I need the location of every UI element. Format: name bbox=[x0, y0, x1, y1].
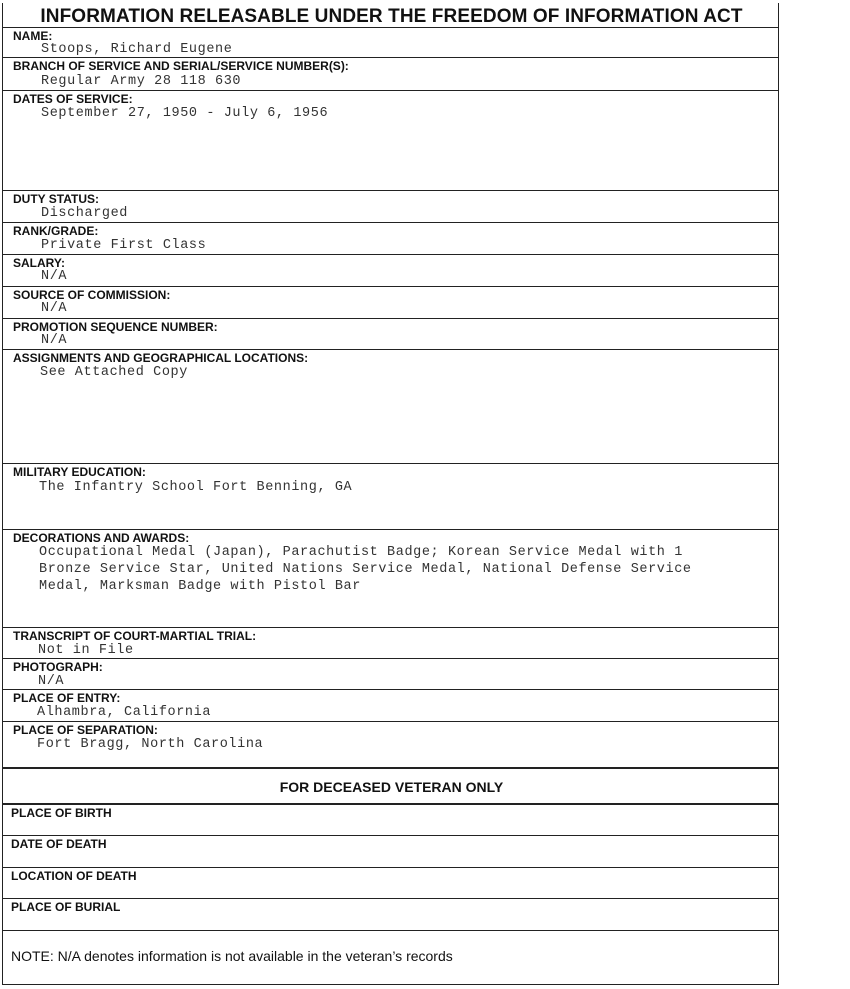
field-date-of-death bbox=[3, 835, 778, 868]
field-place-of-entry bbox=[3, 689, 778, 722]
rank-value: Private First Class bbox=[41, 238, 207, 253]
commission-value: N/A bbox=[41, 301, 68, 316]
assignments-label: ASSIGNMENTS AND GEOGRAPHICAL LOCATIONS: bbox=[13, 351, 309, 365]
place-of-separation-label: PLACE OF SEPARATION: bbox=[13, 723, 158, 737]
field-branch bbox=[3, 57, 778, 90]
field-photograph bbox=[3, 658, 778, 690]
decorations-label: DECORATIONS AND AWARDS: bbox=[13, 531, 190, 545]
field-court-martial bbox=[3, 627, 778, 659]
duty-status-value: Discharged bbox=[41, 206, 129, 221]
field-promotion bbox=[3, 318, 778, 350]
branch-label: BRANCH OF SERVICE AND SERIAL/SERVICE NUMBER(S): bbox=[13, 59, 349, 73]
court-martial-label: TRANSCRIPT OF COURT-MARTIAL TRIAL: bbox=[13, 629, 257, 643]
court-martial-value: Not in File bbox=[38, 643, 134, 658]
field-decorations bbox=[3, 529, 778, 628]
field-dates bbox=[3, 90, 778, 191]
assignments-value: See Attached Copy bbox=[40, 365, 188, 380]
dates-value: September 27, 1950 - July 6, 1956 bbox=[41, 106, 329, 121]
salary-label: SALARY: bbox=[13, 256, 65, 270]
place-of-birth-label: PLACE OF BIRTH bbox=[11, 806, 112, 820]
place-of-burial-label: PLACE OF BURIAL bbox=[11, 900, 121, 914]
field-place-of-burial bbox=[3, 898, 778, 931]
education-value: The Infantry School Fort Benning, GA bbox=[39, 480, 353, 495]
photograph-label: PHOTOGRAPH: bbox=[13, 660, 103, 674]
field-assignments bbox=[3, 349, 778, 464]
note-text: NOTE: N/A denotes information is not available in the veteran’s records bbox=[11, 948, 453, 964]
place-of-entry-value: Alhambra, California bbox=[37, 705, 212, 720]
field-duty-status bbox=[3, 190, 778, 222]
field-place-of-birth bbox=[3, 803, 778, 837]
field-education bbox=[3, 463, 778, 530]
commission-label: SOURCE OF COMMISSION: bbox=[13, 288, 171, 302]
date-of-death-label: DATE OF DEATH bbox=[11, 837, 107, 851]
field-rank bbox=[3, 222, 778, 254]
decorations-line-3: Medal, Marksman Badge with Pistol Bar bbox=[39, 579, 361, 594]
location-of-death-label: LOCATION OF DEATH bbox=[11, 869, 137, 883]
note-section bbox=[3, 930, 778, 986]
photograph-value: N/A bbox=[38, 674, 65, 689]
deceased-heading: FOR DECEASED VETERAN ONLY bbox=[279, 779, 504, 795]
dates-label: DATES OF SERVICE: bbox=[13, 92, 133, 106]
place-of-separation-value: Fort Bragg, North Carolina bbox=[37, 737, 264, 752]
rank-label: RANK/GRADE: bbox=[13, 224, 99, 238]
deceased-section-header bbox=[3, 767, 778, 805]
field-commission bbox=[3, 286, 778, 318]
field-location-of-death bbox=[3, 867, 778, 900]
place-of-entry-label: PLACE OF ENTRY: bbox=[13, 691, 121, 705]
form-title: INFORMATION RELEASABLE UNDER THE FREEDOM OF INFORMATION ACT bbox=[40, 6, 743, 27]
promotion-value: N/A bbox=[41, 333, 68, 348]
foia-form bbox=[2, 3, 779, 985]
field-place-of-separation bbox=[3, 721, 778, 768]
education-label: MILITARY EDUCATION: bbox=[13, 465, 146, 479]
branch-value: Regular Army 28 118 630 bbox=[41, 74, 242, 89]
salary-value: N/A bbox=[41, 269, 68, 284]
name-value: Stoops, Richard Eugene bbox=[41, 42, 233, 57]
field-name bbox=[3, 27, 778, 56]
field-salary bbox=[3, 254, 778, 286]
promotion-label: PROMOTION SEQUENCE NUMBER: bbox=[13, 320, 218, 334]
name-label: NAME: bbox=[13, 29, 53, 43]
duty-status-label: DUTY STATUS: bbox=[13, 192, 99, 206]
decorations-line-2: Bronze Service Star, United Nations Service Medal, National Defense Service bbox=[39, 562, 692, 577]
decorations-line-1: Occupational Medal (Japan), Parachutist Badge; Korean Service Medal with 1 bbox=[39, 545, 683, 560]
